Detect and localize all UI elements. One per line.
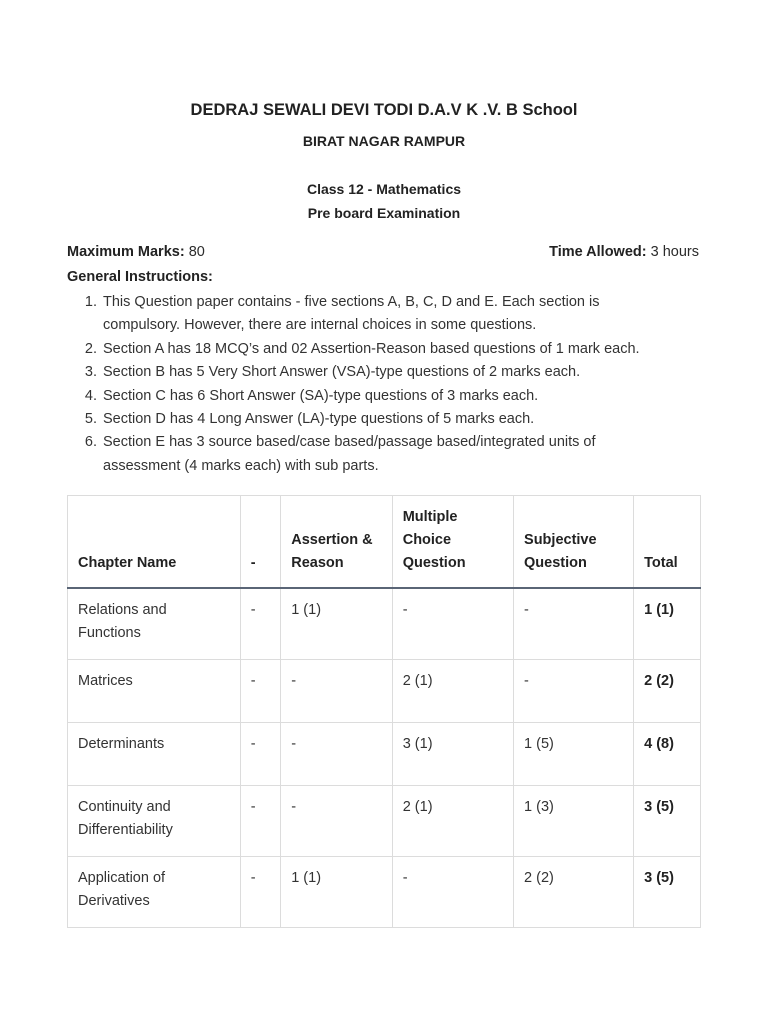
chapter-name-cell <box>68 588 241 659</box>
instruction-text: Section D has 4 Long Answer (LA)-type questions of 5 marks each. <box>103 411 535 428</box>
total-cell <box>634 785 701 856</box>
cell-line: Differentiability <box>78 821 173 838</box>
max-marks <box>67 244 205 260</box>
header-assertion-reason <box>281 496 393 589</box>
header-chapter-name <box>68 496 241 589</box>
instruction-number: 5. <box>84 411 97 428</box>
instruction-item <box>67 338 701 361</box>
chapter-name-cell <box>68 785 241 856</box>
dash-cell <box>240 588 280 659</box>
cell-line: 2 (2) <box>644 672 674 689</box>
instruction-text: assessment (4 marks each) with sub parts. <box>103 457 379 474</box>
cell-line: - <box>291 798 297 815</box>
chapter-name-cell <box>68 659 241 722</box>
cell-line: - <box>250 869 256 886</box>
instruction-number: 4. <box>84 387 97 404</box>
instructions-heading: General Instructions: <box>67 269 213 285</box>
header-line: Subjective <box>524 532 597 548</box>
cell-line: - <box>250 735 256 752</box>
dash-cell <box>240 722 280 785</box>
subjective-cell <box>514 785 634 856</box>
cell-line: Application of <box>78 869 166 886</box>
instruction-number: 2. <box>84 340 97 357</box>
subjective-cell <box>514 722 634 785</box>
cell-line: - <box>250 798 256 815</box>
max-marks-label: Maximum Marks: <box>67 244 185 260</box>
total-cell <box>634 722 701 785</box>
time-allowed-label: Time Allowed: <box>549 244 647 260</box>
school-location: BIRAT NAGAR RAMPUR <box>302 133 466 149</box>
cell-line: 2 (1) <box>402 798 433 815</box>
assertion-reason-cell <box>281 722 393 785</box>
time-allowed-value: 3 hours <box>650 244 699 260</box>
cell-line: 2 (2) <box>524 869 554 886</box>
cell-line: - <box>402 602 408 618</box>
assertion-reason-cell <box>281 588 393 659</box>
header-line: Question <box>524 555 587 571</box>
cell-line: - <box>291 672 297 689</box>
mcq-cell <box>392 588 513 659</box>
header-total <box>634 496 701 589</box>
header-dash <box>240 496 280 589</box>
mcq-cell <box>392 659 513 722</box>
cell-line: Continuity and <box>78 798 171 815</box>
cell-line: 2 (1) <box>402 672 433 689</box>
table-row <box>68 722 701 785</box>
chapter-name-cell <box>68 856 241 927</box>
instruction-text: Section C has 6 Short Answer (SA)-type questions of 3 marks each. <box>103 387 539 404</box>
instruction-item <box>67 431 701 478</box>
cell-line: Matrices <box>78 672 133 689</box>
header-line: Multiple <box>402 509 458 525</box>
cell-line: 1 (1) <box>291 869 322 886</box>
time-allowed <box>549 244 699 260</box>
chapter-name-cell <box>68 722 241 785</box>
table-body <box>68 588 701 927</box>
cell-line: 4 (8) <box>644 735 674 752</box>
table-row <box>68 856 701 927</box>
subjective-cell <box>514 659 634 722</box>
instruction-number: 1. <box>84 294 97 310</box>
cell-line: 1 (3) <box>524 798 554 815</box>
subjective-cell <box>514 588 634 659</box>
table-row <box>68 785 701 856</box>
instruction-item <box>67 291 701 338</box>
instructions-list <box>67 291 701 478</box>
instruction-number: 3. <box>84 364 97 381</box>
assertion-reason-cell <box>281 659 393 722</box>
subjective-cell <box>514 856 634 927</box>
total-cell <box>634 856 701 927</box>
class-subject: Class 12 - Mathematics <box>306 181 462 197</box>
dash-cell <box>240 856 280 927</box>
cell-line: Derivatives <box>78 892 150 909</box>
cell-line: 3 (5) <box>644 798 674 815</box>
cell-line: - <box>524 602 529 618</box>
assertion-reason-cell <box>281 785 393 856</box>
assertion-reason-cell <box>281 856 393 927</box>
instruction-item <box>67 361 701 384</box>
cell-line: Relations and <box>78 602 167 618</box>
marks-time-row <box>67 244 699 260</box>
chapter-weightage-table <box>67 495 701 928</box>
max-marks-value: 80 <box>188 244 205 260</box>
header-line: Assertion & <box>291 532 373 548</box>
instruction-text: Section B has 5 Very Short Answer (VSA)-type questions of 2 marks each. <box>103 364 581 381</box>
header-line: Question <box>402 555 466 571</box>
table-row <box>68 659 701 722</box>
cell-line: Determinants <box>78 735 165 752</box>
header-line: Total <box>644 555 678 571</box>
table-row <box>68 588 701 659</box>
total-cell <box>634 588 701 659</box>
mcq-cell <box>392 856 513 927</box>
header-line: - <box>250 555 256 571</box>
instruction-item <box>67 385 701 408</box>
exam-title: Pre board Examination <box>307 205 461 221</box>
cell-line: - <box>250 602 256 618</box>
instruction-number: 6. <box>84 434 97 451</box>
cell-line: 1 (5) <box>524 735 554 752</box>
header-subjective <box>514 496 634 589</box>
cell-line: - <box>402 869 408 886</box>
school-name: DEDRAJ SEWALI DEVI TODI D.A.V K .V. B School <box>190 101 578 119</box>
instruction-item <box>67 408 701 431</box>
cell-line: 3 (5) <box>644 869 674 886</box>
header-line: Reason <box>291 555 344 571</box>
mcq-cell <box>392 722 513 785</box>
cell-line: - <box>291 735 297 752</box>
header-line: Chapter Name <box>78 555 177 571</box>
table-header-row <box>68 496 701 589</box>
cell-line: - <box>250 672 256 689</box>
total-cell <box>634 659 701 722</box>
cell-line: Functions <box>78 625 141 641</box>
instruction-text: Section A has 18 MCQ’s and 02 Assertion-Reason based questions of 1 mark each. <box>103 340 640 357</box>
cell-line: 3 (1) <box>402 735 433 752</box>
instruction-text: Section E has 3 source based/case based/passage based/integrated units of <box>103 434 596 451</box>
cell-line: - <box>524 672 529 689</box>
cell-line: 1 (1) <box>291 602 322 618</box>
header-mcq <box>392 496 513 589</box>
instruction-text: This Question paper contains - five sections A, B, C, D and E. Each section is <box>103 294 600 310</box>
dash-cell <box>240 659 280 722</box>
header-line: Choice <box>402 532 452 548</box>
mcq-cell <box>392 785 513 856</box>
cell-line: 1 (1) <box>644 602 674 618</box>
instruction-text: compulsory. However, there are internal choices in some questions. <box>103 317 537 334</box>
dash-cell <box>240 785 280 856</box>
